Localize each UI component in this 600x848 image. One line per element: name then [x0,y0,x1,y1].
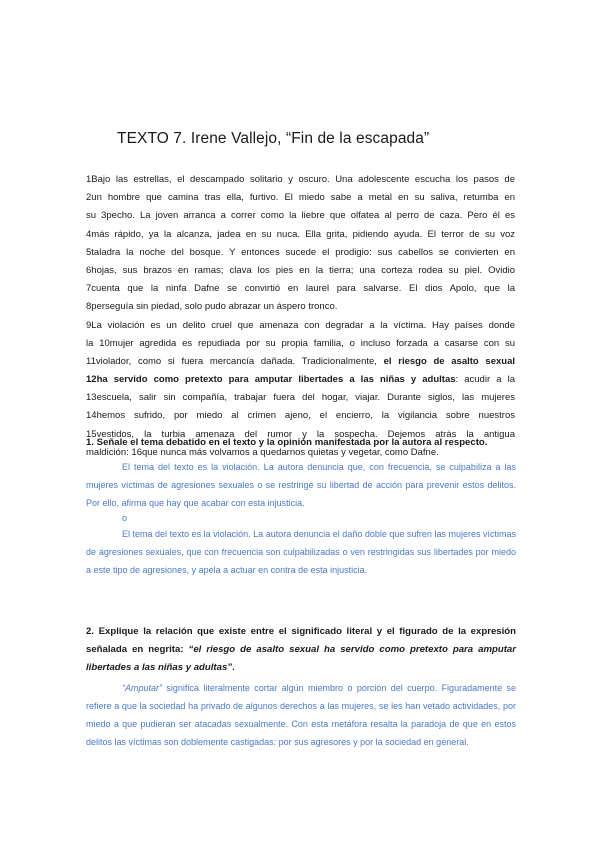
answer-2-word: “Amputar” [122,683,163,693]
text-fragment: 7cuenta que la ninfa Dafne se convirtió en laurel para salvarse. El dios Apolo, que la [86,283,515,295]
question-2-lead: 2. Explique la relación que existe entre el significado literal y el figurado de la expresión señalada en negrita: [86,626,516,655]
answer-2-text: significa literalmente cortar algún miembro o porción del cuerpo. Figuradamente se refiere a que la sociedad ha privado de algunos derechos a las mujeres, se les han vetado actividades, por miedo a que pudieran ser atacadas sexualmente. Con esta metáfora resalta la paradoja de que en estos delitos las víctimas son doblemente castigadas: por sus agresores y por la sociedad en general. [86,683,516,747]
text-fragment: su 3pecho. La joven arranca a correr como la liebre que olfatea al perro de caza. Pero él es [86,210,515,222]
text-fragment: 13escuela, salir sin compañía, trabajar fuera del hogar, viajar. Durante siglos, las mujeres [86,392,515,404]
text-line [86,280,515,298]
text-fragment: 8perseguía sin piedad, solo pudo abrazar un áspero tronco. [86,301,338,313]
text-fragment: 5taladra la noche del bosque. Y entonces sucede el prodigio: sus cabellos se convierten en [86,246,515,258]
answer-1b [86,525,516,579]
text-fragment: 2un hombre que camina tras ella, furtivo. El miedo sabe a metal en su saliva, retumba en [86,192,515,204]
answer-1b-text: El tema del texto es la violación. La autora denuncia el daño doble que sufren las mujeres víctimas de agresiones sexuales, que con frecuencia son culpabilizadas o ven restringidas sus libertades por miedo a este tipo de agresiones, y apela a actuar en contra de esta injusticia. [86,529,516,575]
text-fragment: 11violador, como si fuera mercancía dañada. Tradicionalmente, [86,355,384,367]
text-fragment: 9La violación es un delito cruel que amenaza con degradar a la víctima. Hay países donde [86,319,515,331]
text-line [86,371,515,389]
text-fragment: : acudir a la [455,374,515,386]
document-title: TEXTO 7. Irene Vallejo, “Fin de la escapada” [117,130,430,147]
text-fragment: la 10mujer agredida es repudiada por su propia familia, o incluso forzada a casarse con su [86,337,515,349]
text-line [86,335,515,353]
text-fragment: 15vestidos, la turbia amenaza del rumor y la sospecha. Dejemos atrás la antigua [86,428,515,440]
text-line [86,207,515,225]
question-2-quote: “el riesgo de asalto sexual ha servido como pretexto para amputar libertades a las niñas y adultas” [86,644,516,673]
highlighted-expression: 12ha servido como pretexto para amputar libertades a las niñas y adultas [86,374,456,386]
text-line [86,244,515,262]
text-line [86,262,515,280]
text-line [86,389,515,407]
alternative-marker: o [122,513,128,523]
text-line [86,317,515,335]
question-2-end: . [232,662,235,673]
text-line [86,226,515,244]
question-1: 1. Señale el tema debatido en el texto y la opinión manifestada por la autora al respecto. [86,437,488,448]
text-fragment: 6hojas, sus brazos en ramas; clava los pies en la tierra; una corteza rodea su piel. Ovidio [86,264,515,276]
source-text [86,171,515,462]
answer-2 [86,679,516,751]
text-fragment: maldición: 16que nunca más volvamos a quedarnos quietas y vegetar, como Dafne. [86,446,439,458]
text-line [86,407,515,425]
text-line [86,298,515,316]
text-fragment: 1Bajo las estrellas, el descampado solitario y oscuro. Una adolescente escucha los pasos de [86,174,515,185]
text-line [86,353,515,371]
highlighted-expression: el riesgo de asalto sexual [383,355,516,367]
text-fragment: 14hemos sufrido, por miedo al crimen ajeno, el encierro, la vigilancia sobre nuestros [86,410,515,422]
text-line [86,171,515,189]
answer-1a [86,458,516,512]
answer-1a-text: El tema del texto es la violación. La autora denuncia que, con frecuencia, se culpabiliza a las mujeres víctimas de agresiones sexuales o se restringe su libertad de acción para prevenir estos delitos. Por ello, afirma que hay que acabar con esta injusticia. [86,462,516,508]
text-line [86,189,515,207]
text-fragment: 4más rápido, ya la alcanza, jadea en su nuca. Ella grita, pidiendo ayuda. El terror de su voz [86,228,515,240]
question-2 [86,623,516,677]
